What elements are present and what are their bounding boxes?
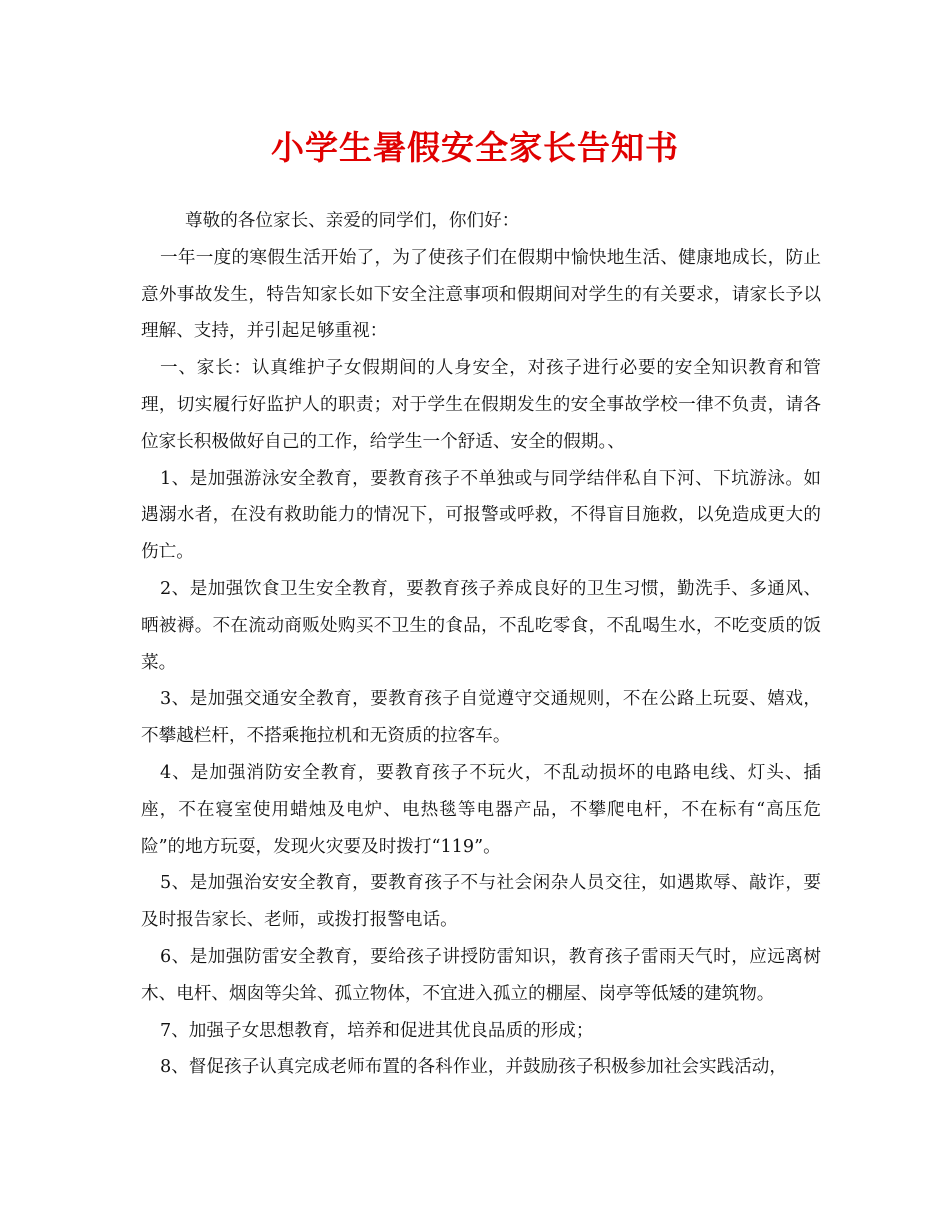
document-title: 小学生暑假安全家长告知书 xyxy=(271,128,679,167)
salutation-paragraph: 尊敬的各位家长、亲爱的同学们，你们好： xyxy=(185,211,520,231)
item-1-swimming-safety: 1、是加强游泳安全教育，要教育孩子不单独或与同学结伴私自下河、下坑游泳。如遇溺水者，在没有救助能力的情况下，可报警或呼救，不得盲目施救，以免造成更大的伤亡。 xyxy=(141,468,821,563)
item-8-homework-practice: 8、督促孩子认真完成老师布置的各科作业，并鼓励孩子积极参加社会实践活动， xyxy=(160,1057,787,1078)
item-7-moral-education: 7、加强子女思想教育，培养和促进其优良品质的形成； xyxy=(160,1020,594,1041)
parent-duty-paragraph: 一、家长：认真维护子女假期间的人身安全，对孩子进行必要的安全知识教育和管理，切实履行好监护人的职责；对于学生在假期发生的安全事故学校一律不负责，请各位家长积极做好自己的工作，给学生一个舒适、安全的假期。、 xyxy=(141,358,821,452)
document-body xyxy=(141,203,821,1086)
item-4-fire-safety: 4、是加强消防安全教育，要教育孩子不玩火，不乱动损坏的电路电线、灯头、插座，不在寝室使用蜡烛及电炉、电热毯等电器产品，不攀爬电杆，不在标有“高压危险”的地方玩耍，发现火灾要及时拨打“119”。 xyxy=(141,762,821,857)
intro-paragraph: 一年一度的寒假生活开始了，为了使孩子们在假期中愉快地生活、健康地成长，防止意外事故发生，特告知家长如下安全注意事项和假期间对学生的有关要求，请家长予以理解、支持，并引起足够重视： xyxy=(141,247,821,342)
item-2-food-safety: 2、是加强饮食卫生安全教育，要教育孩子养成良好的卫生习惯，勤洗手、多通风、晒被褥。不在流动商贩处购买不卫生的食品，不乱吃零食，不乱喝生水，不吃变质的饭菜。 xyxy=(141,578,821,673)
item-5-public-security: 5、是加强治安安全教育，要教育孩子不与社会闲杂人员交往，如遇欺辱、敲诈，要及时报告家长、老师，或拨打报警电话。 xyxy=(141,873,821,931)
item-3-traffic-safety: 3、是加强交通安全教育，要教育孩子自觉遵守交通规则，不在公路上玩耍、嬉戏，不攀越栏杆，不搭乘拖拉机和无资质的拉客车。 xyxy=(141,689,821,747)
item-6-lightning-safety: 6、是加强防雷安全教育，要给孩子讲授防雷知识，教育孩子雷雨天气时，应远离树木、电杆、烟囱等尖耸、孤立物体，不宜进入孤立的棚屋、岗亭等低矮的建筑物。 xyxy=(141,946,821,1004)
